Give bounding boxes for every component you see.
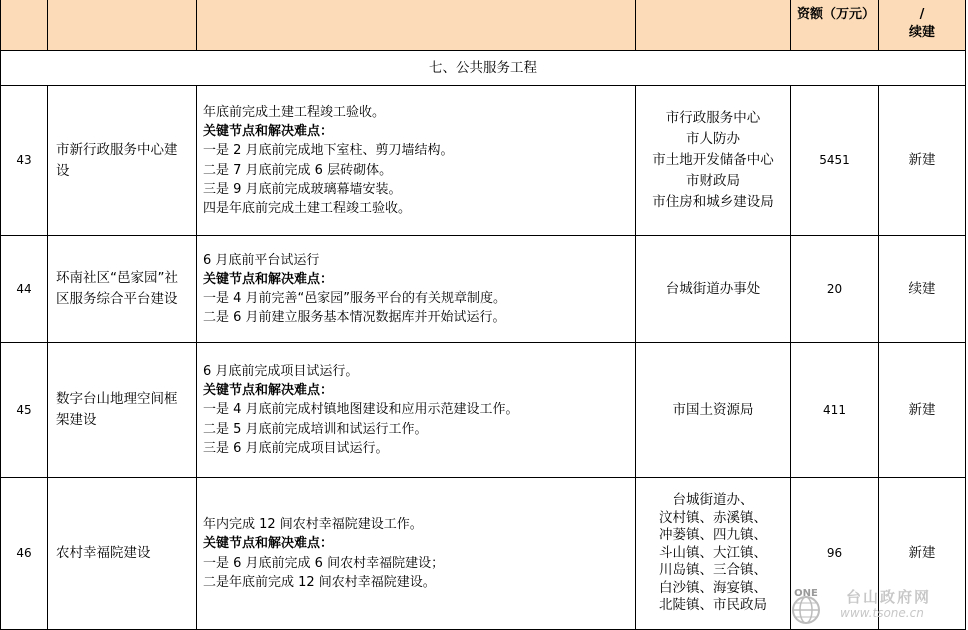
project-name: 环南社区“邑家园”社区服务综合平台建设 [48,236,197,343]
step-text: 三是 9 月底前完成玻璃幕墙安装。 [203,181,402,197]
project-type: 续建 [879,236,966,343]
project-name: 农村幸福院建设 [48,478,197,630]
key-points-label: 关键节点和解决难点： [203,271,334,287]
fund-value: 20 [791,236,879,343]
table-row [1,343,966,478]
project-name: 市新行政服务中心建设 [48,86,197,236]
globe-logo-icon [784,586,828,626]
step-text: 一是 4 月前完善“邑家园”服务平台的有关规章制度。 [203,291,507,306]
goal-text: 6 月底前平台试运行 [203,252,320,268]
type-header-line2: 续建 [908,24,935,40]
type-header-line1: / [919,7,925,22]
fund-value: 5451 [791,86,879,236]
project-content [197,343,636,478]
section-row [1,51,966,86]
step-text: 一是 2 月底前完成地下室柱、剪刀墙结构。 [203,143,454,159]
site-watermark [784,586,964,626]
header-cell-content [197,0,636,51]
project-type: 新建 [879,343,966,478]
watermark-site-name: 台山政府网 [846,588,932,606]
header-cell-no [1,0,48,51]
step-text: 二是 6 月前建立服务基本情况数据库并开始试运行。 [203,310,506,326]
section-title: 七、公共服务工程 [1,51,966,86]
unit-name: 市住房和城乡建设局 [652,193,774,210]
table-header-row [1,0,966,51]
step-text: 二是年底前完成 12 间农村幸福院建设。 [203,574,436,590]
step-text: 四是年底前完成土建工程竣工验收。 [203,200,412,216]
responsible-units [636,343,791,478]
watermark-url: www.tsone.cn [840,606,924,620]
unit-name: 市行政服务中心 [665,110,761,127]
header-cell-project [48,0,197,51]
unit-name: 北陡镇、市民政局 [659,597,767,614]
row-number: 45 [1,343,48,478]
table-row [1,236,966,343]
unit-name: 市国土资源局 [672,401,754,418]
logo-text: ONE [794,588,818,599]
responsible-units [636,236,791,343]
key-points-label: 关键节点和解决难点： [203,536,334,552]
step-text: 三是 6 月底前完成项目试运行。 [203,440,389,456]
unit-name: 市财政局 [686,172,740,189]
project-type: 新建 [879,478,966,630]
project-content [197,86,636,236]
unit-name: 冲蒌镇、四九镇、 [659,527,767,544]
unit-name: 斗山镇、大江镇、 [659,544,767,561]
table-row [1,86,966,236]
unit-name: 台城街道办、 [672,492,754,509]
step-text: 一是 6 月底前完成 6 间农村幸福院建设； [203,555,445,571]
fund-value: 96 [791,478,879,630]
key-points-label: 关键节点和解决难点： [203,124,334,140]
goal-text: 年内完成 12 间农村幸福院建设工作。 [203,517,423,533]
goal-text: 年底前完成土建工程竣工验收。 [203,104,386,120]
unit-name: 川岛镇、三合镇、 [659,562,767,579]
fund-header-label: 资额（万元） [797,7,876,22]
goal-text: 6 月底前完成项目试运行。 [203,363,359,379]
unit-name: 市土地开发储备中心 [652,152,774,169]
key-points-label: 关键节点和解决难点： [203,383,334,399]
header-cell-fund [791,0,879,51]
header-cell-unit [636,0,791,51]
row-number: 44 [1,236,48,343]
project-type: 新建 [879,86,966,236]
step-text: 一是 4 月底前完成村镇地图建设和应用示范建设工作。 [203,402,519,418]
responsible-units [636,86,791,236]
step-text: 二是 7 月底前完成 6 层砖砌体。 [203,162,393,178]
unit-name: 台城街道办事处 [665,280,761,297]
project-name: 数字台山地理空间框架建设 [48,343,197,478]
responsible-units [636,478,791,630]
unit-name: 白沙镇、海宴镇、 [659,579,767,596]
step-text: 二是 5 月底前完成培训和试运行工作。 [203,421,428,437]
fund-value: 411 [791,343,879,478]
project-content [197,478,636,630]
row-number: 43 [1,86,48,236]
project-content [197,236,636,343]
header-cell-type [879,0,966,51]
unit-name: 汶村镇、赤溪镇、 [659,509,767,526]
unit-name: 市人防办 [686,131,740,148]
row-number: 46 [1,478,48,630]
